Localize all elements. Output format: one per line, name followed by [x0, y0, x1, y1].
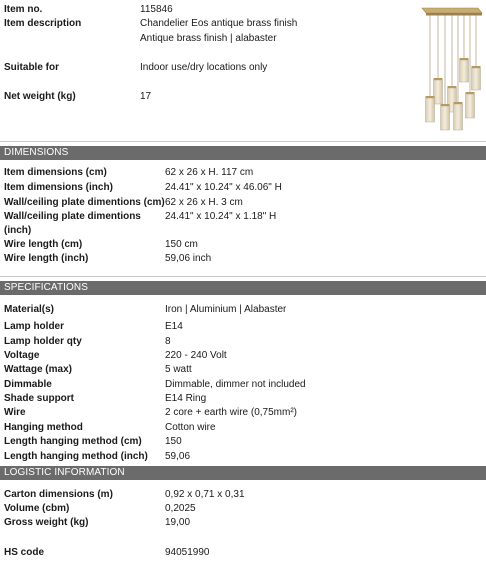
chandelier-icon — [400, 2, 484, 150]
table-row — [0, 321, 486, 335]
item-description-label: Item description — [4, 18, 82, 29]
row-value: E14 — [165, 321, 183, 332]
row-value: 62 x 26 x H. 3 cm — [165, 197, 243, 208]
row-label: Length hanging method (cm) — [4, 436, 142, 447]
row-label: Wire length (cm) — [4, 239, 83, 250]
item-no-value: 115846 — [140, 4, 173, 15]
table-row — [0, 451, 486, 465]
row-value: Dimmable, dimmer not included — [165, 379, 306, 390]
table-row — [0, 167, 486, 181]
row-value: 150 cm — [165, 239, 198, 250]
row-label: Wall/ceiling plate dimentions — [4, 211, 141, 222]
table-row — [0, 253, 486, 267]
row-label: Voltage — [4, 350, 40, 361]
divider — [0, 141, 486, 142]
row-label: Carton dimensions (m) — [4, 489, 113, 500]
row-label: Wall/ceiling plate dimentions (cm) — [4, 197, 165, 208]
table-row — [0, 503, 486, 517]
hs-code-label: HS code — [4, 547, 45, 558]
row-label-continued: (inch) — [4, 225, 32, 236]
row-value: 24.41" x 10.24" x 46.06" H — [165, 182, 282, 193]
table-row — [0, 436, 486, 450]
row-label: Lamp holder — [4, 321, 65, 332]
table-row — [0, 239, 486, 253]
table-row — [0, 517, 486, 531]
net-weight-value: 17 — [140, 91, 152, 102]
table-row — [0, 489, 486, 503]
table-row — [0, 304, 486, 318]
item-description-line2: Antique brass finish | alabaster — [140, 33, 277, 44]
specifications-header: SPECIFICATIONS — [0, 281, 486, 295]
row-value: 5 watt — [165, 364, 192, 375]
table-row — [0, 364, 486, 378]
table-row — [0, 211, 486, 239]
net-weight-label: Net weight (kg) — [4, 91, 76, 102]
row-label: Wire — [4, 407, 26, 418]
table-row — [0, 350, 486, 364]
row-label: Length hanging method (inch) — [4, 451, 148, 462]
logistic-header: LOGISTIC INFORMATION — [0, 466, 486, 480]
row-value: E14 Ring — [165, 393, 207, 404]
row-value: 0,92 x 0,71 x 0,31 — [165, 489, 245, 500]
row-value: Iron | Aluminium | Alabaster — [165, 304, 287, 315]
table-row — [0, 336, 486, 350]
row-value: 24.41" x 10.24" x 1.18" H — [165, 211, 277, 222]
table-row — [0, 182, 486, 196]
row-label: Wire length (inch) — [4, 253, 89, 264]
row-label: Dimmable — [4, 379, 52, 390]
row-label: Shade support — [4, 393, 75, 404]
table-row — [0, 407, 486, 421]
row-label: Hanging method — [4, 422, 83, 433]
item-description-line1: Chandelier Eos antique brass finish — [140, 18, 298, 29]
row-value: 0,2025 — [165, 503, 196, 514]
row-value: Cotton wire — [165, 422, 216, 433]
table-row — [0, 547, 486, 561]
row-value: 220 - 240 Volt — [165, 350, 227, 361]
row-value: 8 — [165, 336, 171, 347]
divider — [0, 276, 486, 277]
row-label: Item dimensions (inch) — [4, 182, 113, 193]
row-label: Lamp holder qty — [4, 336, 82, 347]
suitable-for-value: Indoor use/dry locations only — [140, 62, 268, 73]
row-label: Material(s) — [4, 304, 55, 315]
item-no-label: Item no. — [4, 4, 43, 15]
hs-code-value: 94051990 — [165, 547, 210, 558]
row-value: 2 core + earth wire (0,75mm²) — [165, 407, 297, 418]
row-value: 59,06 — [165, 451, 191, 462]
row-value: 59,06 inch — [165, 253, 212, 264]
row-label: Wattage (max) — [4, 364, 72, 375]
row-value: 19,00 — [165, 517, 191, 528]
row-label: Item dimensions (cm) — [4, 167, 107, 178]
table-row — [0, 197, 486, 211]
suitable-for-label: Suitable for — [4, 62, 60, 73]
row-label: Volume (cbm) — [4, 503, 70, 514]
row-value: 150 — [165, 436, 182, 447]
table-row — [0, 379, 486, 393]
table-row — [0, 422, 486, 436]
table-row — [0, 393, 486, 407]
row-value: 62 x 26 x H. 117 cm — [165, 167, 254, 178]
row-label: Gross weight (kg) — [4, 517, 89, 528]
dimensions-header: DIMENSIONS — [0, 146, 486, 160]
